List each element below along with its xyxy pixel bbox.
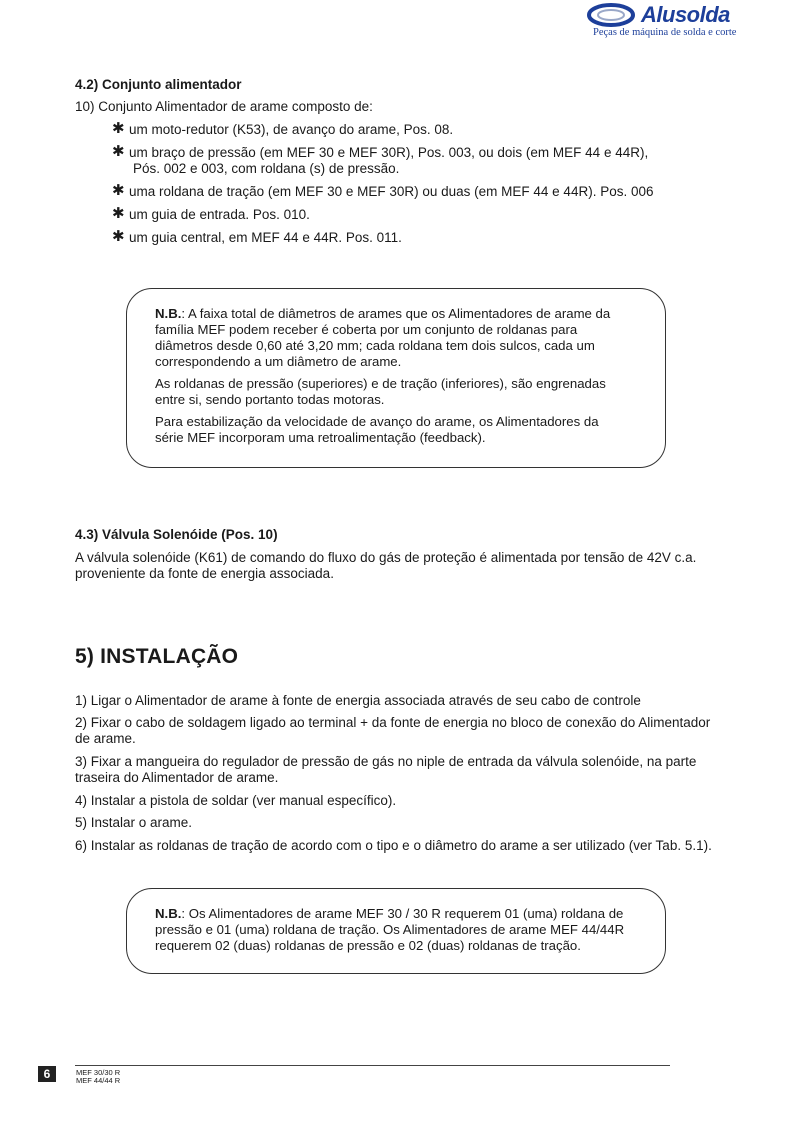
- note-label: N.B.: [155, 306, 182, 321]
- list-item-continuation: Pós. 002 e 003, com roldana (s) de pressão.: [133, 161, 400, 176]
- logo-name: Alusolda: [641, 2, 730, 27]
- section-4-2-intro: 10) Conjunto Alimentador de arame composto de:: [75, 99, 373, 114]
- step-line: 3) Fixar a mangueira do regulador de pressão de gás no niple de entrada da válvula solenóide, na parte: [75, 754, 697, 769]
- section-4-3-line: A válvula solenóide (K61) de comando do fluxo do gás de proteção é alimentada por tensão de 42V c.a.: [75, 550, 697, 565]
- brand-logo: [585, 2, 755, 44]
- list-item: ✱ uma roldana de tração (em MEF 30 e MEF 30R) ou duas (em MEF 44 e 44R). Pos. 006: [112, 182, 654, 199]
- note-label: N.B.: [155, 906, 182, 921]
- list-item: ✱ um guia de entrada. Pos. 010.: [112, 205, 310, 222]
- section-4-3-line: proveniente da fonte de energia associada.: [75, 566, 334, 581]
- footer-divider: [75, 1065, 670, 1066]
- footer-model-line: MEF 30/30 R: [76, 1068, 121, 1077]
- note-text: N.B.: A faixa total de diâmetros de arames que os Alimentadores de arame da família MEF podem receber é coberta por um conjunto de roldanas para diâmetros desde 0,60 até 3,20 mm; cada roldana tem dois sulcos, cada um correspondendo a um diâmetro de arame. As roldanas de pressão (superiores) e de tração (inferiores), são engrenadas entre si, sendo portanto todas motoras. Para estabilização da velocidade de avanço do arame, os Alimentadores da série MEF incorporam uma retroalimentação (feedback).: [155, 306, 611, 445]
- step-line: traseira do Alimentador de arame.: [75, 770, 279, 785]
- step-line: 5) Instalar o arame.: [75, 815, 193, 830]
- step-line: 6) Instalar as roldanas de tração de acordo com o tipo e o diâmetro do arame a ser utilizado (ver Tab. 5.1).: [75, 838, 712, 853]
- asterisk-bullet-icon: ✱: [112, 182, 125, 199]
- asterisk-bullet-icon: ✱: [112, 143, 125, 160]
- step-line: 1) Ligar o Alimentador de arame à fonte de energia associada através de seu cabo de controle: [75, 693, 641, 708]
- section-5-heading: 5) INSTALAÇÃO: [75, 645, 239, 668]
- list-item: ✱ um moto-redutor (K53), de avanço do arame, Pos. 08.: [112, 120, 454, 137]
- logo-tagline: Peças de máquina de solda e corte: [593, 27, 737, 38]
- asterisk-bullet-icon: ✱: [112, 228, 125, 245]
- section-4-2-heading: 4.2) Conjunto alimentador: [75, 77, 242, 92]
- asterisk-bullet-icon: ✱: [112, 120, 125, 137]
- step-line: de arame.: [75, 731, 136, 746]
- list-item: ✱ um braço de pressão (em MEF 30 e MEF 30R), Pos. 003, ou dois (em MEF 44 e 44R),: [112, 143, 649, 160]
- step-line: 4) Instalar a pistola de soldar (ver manual específico).: [75, 793, 397, 808]
- footer-model-line: MEF 44/44 R: [76, 1076, 121, 1085]
- asterisk-bullet-icon: ✱: [112, 205, 125, 222]
- step-line: 2) Fixar o cabo de soldagem ligado ao terminal + da fonte de energia no bloco de conexão do Alimentador: [75, 715, 711, 730]
- section-4-3-heading: 4.3) Válvula Solenóide (Pos. 10): [75, 527, 278, 542]
- list-item: ✱ um guia central, em MEF 44 e 44R. Pos. 011.: [112, 228, 402, 245]
- page-number: 6: [38, 1066, 56, 1082]
- note-text: N.B.: Os Alimentadores de arame MEF 30 / 30 R requerem 01 (uma) roldana de pressão e 01 (uma) roldana de tração. Os Alimentadores de arame MEF 44/44R requerem 02 (duas) roldanas de pressão e 02 (duas) roldanas de tração.: [155, 906, 625, 953]
- logo-swoosh-icon: [585, 2, 645, 30]
